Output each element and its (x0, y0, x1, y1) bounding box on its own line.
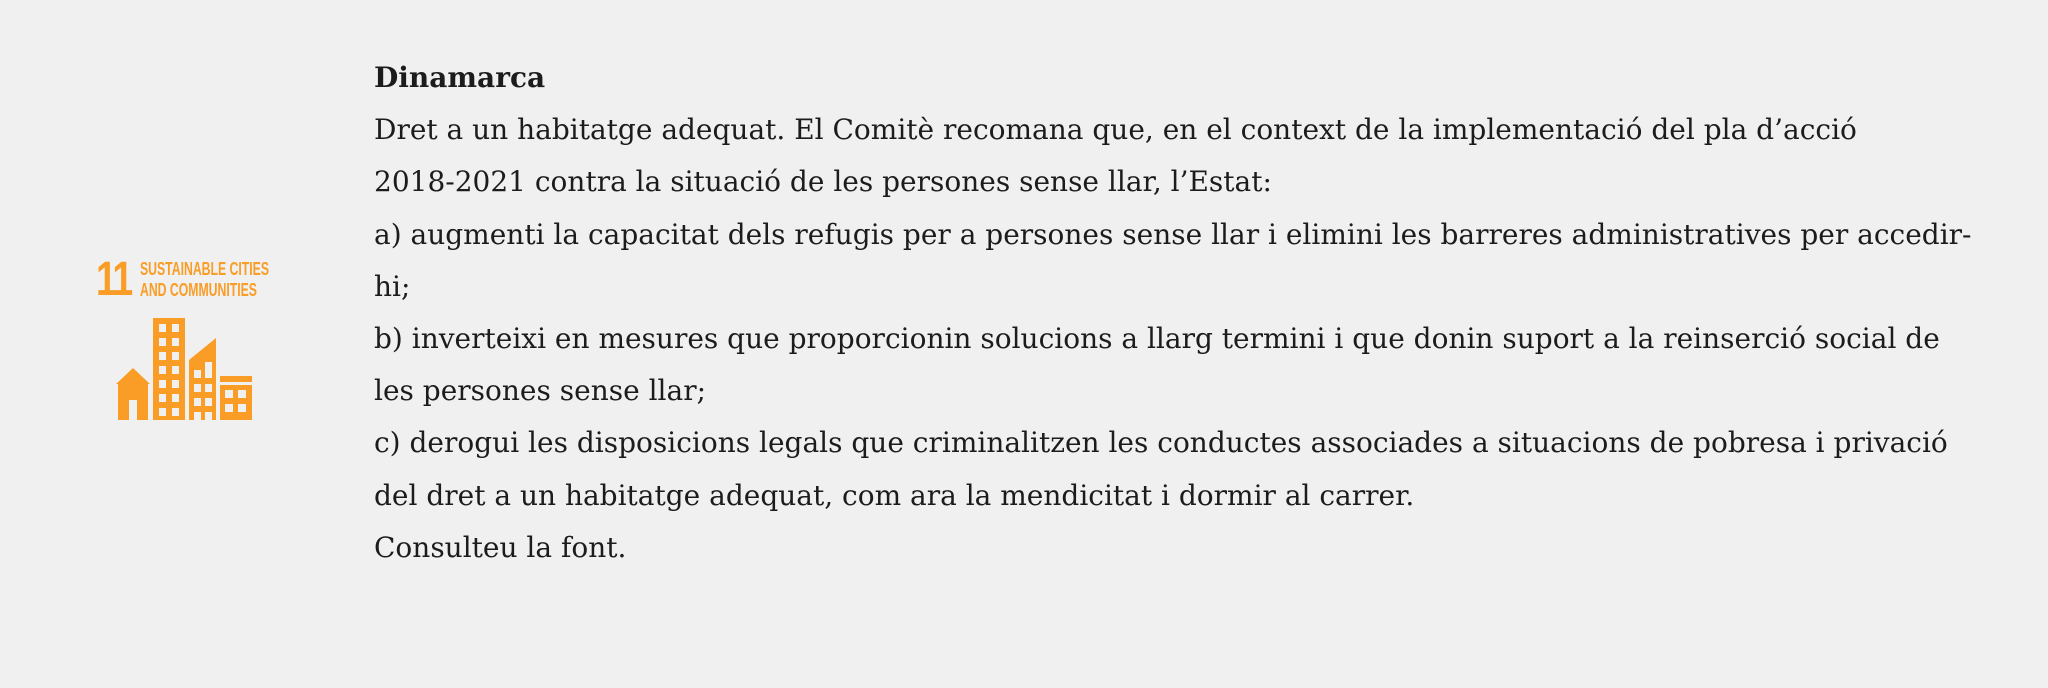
item-b-line-2: les persones sense llar; (374, 374, 707, 408)
sdg-label-line1: SUSTAINABLE CITIES (140, 259, 269, 279)
item-c-line-2: del dret a un habitatge adequat, com ara la mendicitat i dormir al carrer. (374, 478, 1415, 512)
recommendation-text (374, 52, 2014, 574)
item-c-line-1: c) derogui les disposicions legals que criminalitzen les conductes associades a situacions de pobresa i privació (374, 426, 1948, 460)
intro-line-2: 2018-2021 contra la situació de les persones sense llar, l’Estat: (374, 165, 1272, 199)
sdg-label (140, 259, 269, 301)
sdg-11-badge (96, 253, 282, 426)
sdg-label-line2: AND COMMUNITIES (140, 280, 257, 300)
country-title: Dinamarca (374, 61, 546, 94)
city-buildings-icon (116, 318, 252, 420)
item-a-line-2: hi; (374, 269, 411, 303)
source-link[interactable]: Consulteu la font. (374, 530, 627, 564)
item-a-line-1: a) augmenti la capacitat dels refugis per a persones sense llar i elimini les barreres administratives per accedir- (374, 217, 1972, 251)
sdg-number: 11 (96, 253, 131, 306)
intro-line-1: Dret a un habitatge adequat. El Comitè recomana que, en el context de la implementació del pla d’acció (374, 113, 1857, 147)
item-b-line-1: b) inverteixi en mesures que proporcionin solucions a llarg termini i que donin suport a la reinserció social de (374, 322, 1940, 356)
